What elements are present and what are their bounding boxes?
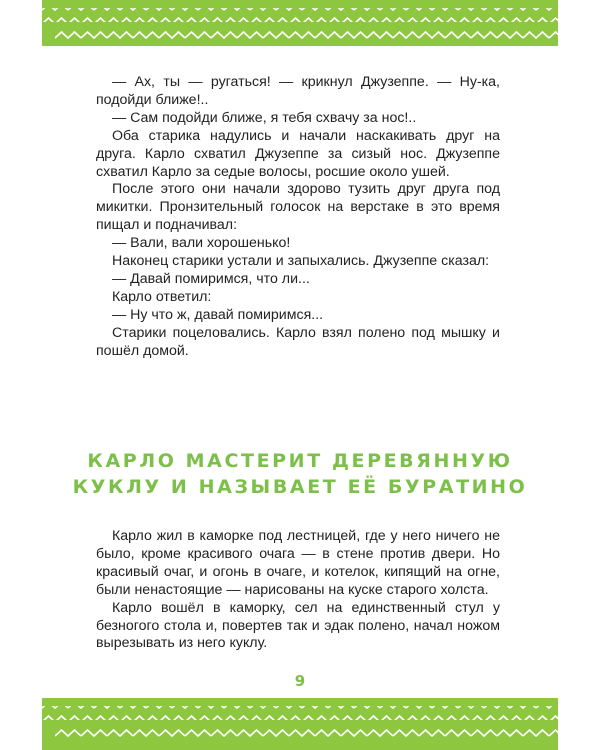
- top-decorative-band: [42, 0, 558, 46]
- story-text-block: [96, 74, 500, 361]
- page-number: 9: [294, 672, 306, 690]
- zigzag-pattern-bottom: [42, 698, 558, 750]
- paragraph: Оба старика надулись и начали наскакивать друг на друга. Карло схватил Джузеппе за сизый нос. Джузеппе схватил Карло за седые волосы, росшие около ушей.: [96, 127, 500, 180]
- paragraph: Наконец старики устали и запыхались. Джузеппе сказал:: [112, 253, 490, 270]
- paragraph: Карло вошёл в каморку, сел на единственный стул у безногого стола и, повертев так и эдак полено, начал ножом вырезывать из него куклу.: [96, 599, 500, 652]
- paragraph: — Вали, вали хорошенько!: [112, 235, 291, 252]
- chapter-title: [60, 448, 540, 500]
- paragraph: После этого они начали здорово тузить друг друга под микитки. Пронзительный голосок на верстаке в это время пищал и подначивал:: [96, 181, 500, 234]
- chapter-title-line-1: КАРЛО МАСТЕРИТ ДЕРЕВЯННУЮ: [87, 450, 513, 472]
- paragraph: Карло ответил:: [112, 288, 212, 305]
- zigzag-pattern-top: [42, 0, 558, 46]
- paragraph: — Ну что ж, давай помиримся...: [112, 306, 324, 323]
- paragraph: — Давай помиримся, что ли...: [112, 270, 310, 287]
- bottom-decorative-band: [42, 698, 558, 750]
- chapter-text-block: [96, 528, 500, 653]
- paragraph: Карло жил в каморке под лестницей, где у него ничего не было, кроме красивого очага — в стене против двери. Но красивый очаг, и огонь в очаге, и котелок, кипящий на огне, были ненастоящие — нарисованы на куске старого холста.: [96, 528, 500, 598]
- chapter-title-line-2: КУКЛУ И НАЗЫВАЕТ ЕЁ БУРАТИНО: [72, 476, 528, 498]
- paragraph: Старики поцеловались. Карло взял полено под мышку и пошёл домой.: [96, 324, 500, 359]
- paragraph: — Ах, ты — ругаться! — крикнул Джузеппе. — Ну-ка, подойди ближе!..: [96, 74, 500, 108]
- paragraph: — Сам подойди ближе, я тебя схвачу за нос!..: [112, 109, 417, 126]
